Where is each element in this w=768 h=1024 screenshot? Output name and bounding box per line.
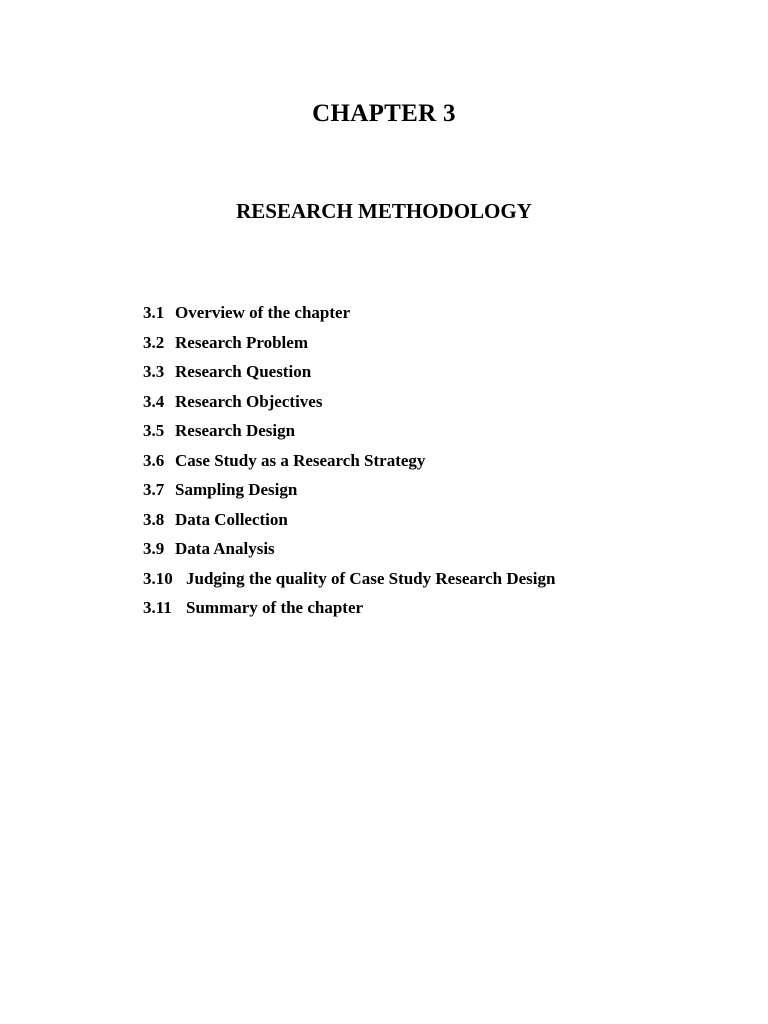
table-of-contents xyxy=(143,302,555,627)
toc-number: 3.6 xyxy=(143,450,165,470)
toc-item-3-5 xyxy=(143,420,555,450)
toc-title: Case Study as a Research Strategy xyxy=(175,450,426,470)
toc-item-3-10 xyxy=(143,568,555,598)
toc-number: 3.9 xyxy=(143,539,165,558)
chapter-subtitle: RESEARCH METHODOLOGY xyxy=(236,199,532,223)
toc-item-3-11 xyxy=(143,597,555,627)
toc-item-3-6 xyxy=(143,450,555,480)
toc-item-3-1 xyxy=(143,302,555,332)
toc-number: 3.4 xyxy=(143,391,165,411)
toc-number: 3.8 xyxy=(143,509,165,529)
toc-number: 3.7 xyxy=(143,480,165,499)
toc-number: 3.2 xyxy=(143,332,165,352)
toc-item-3-2 xyxy=(143,332,555,362)
toc-title: Research Design xyxy=(175,421,296,440)
toc-item-3-7 xyxy=(143,479,555,509)
toc-title: Judging the quality of Case Study Research Design xyxy=(186,568,556,588)
toc-number: 3.3 xyxy=(143,362,165,381)
toc-title: Overview of the chapter xyxy=(175,303,351,322)
chapter-title: CHAPTER 3 xyxy=(312,100,456,127)
toc-number: 3.11 xyxy=(143,598,172,617)
toc-number: 3.1 xyxy=(143,303,165,322)
toc-number: 3.5 xyxy=(143,421,165,440)
toc-title: Sampling Design xyxy=(175,480,298,499)
toc-title: Summary of the chapter xyxy=(186,598,364,617)
toc-item-3-8 xyxy=(143,509,555,539)
toc-item-3-9 xyxy=(143,538,555,568)
toc-title: Research Question xyxy=(175,362,312,381)
toc-item-3-3 xyxy=(143,361,555,391)
toc-title: Research Objectives xyxy=(175,391,323,411)
toc-title: Data Analysis xyxy=(175,539,275,558)
toc-title: Research Problem xyxy=(175,332,308,352)
toc-title: Data Collection xyxy=(175,509,288,529)
toc-item-3-4 xyxy=(143,391,555,421)
toc-number: 3.10 xyxy=(143,568,173,588)
